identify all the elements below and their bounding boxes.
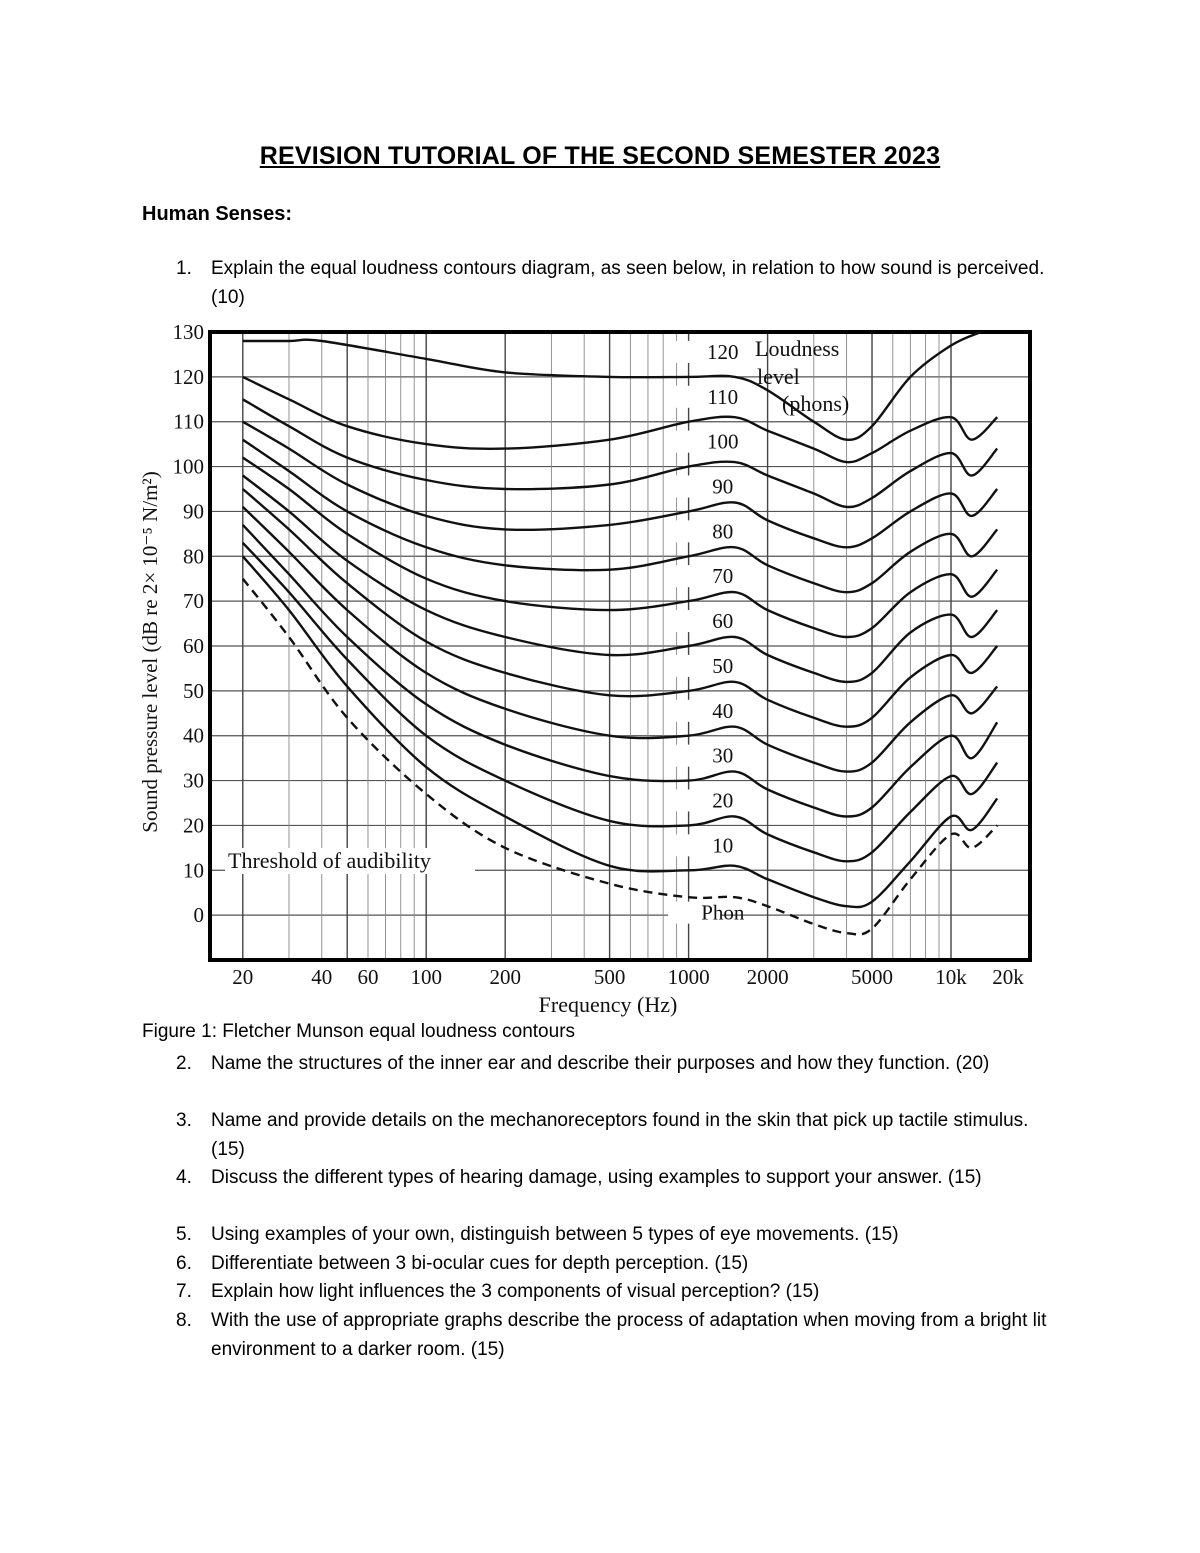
loudness-curve-90 [243, 422, 997, 548]
y-tick-label: 30 [183, 768, 204, 793]
curve-label-110: 110 [707, 384, 739, 409]
y-tick-label: 0 [193, 903, 204, 928]
question-number: 6. [176, 1253, 192, 1274]
question-text: Explain the equal loudness contours diagram, as seen below, in relation to how sound is perceived. (10) [211, 258, 1045, 308]
x-tick-label: 200 [489, 965, 521, 989]
legend-title-line-1: Loudness [755, 336, 840, 361]
y-axis-ticks [173, 320, 205, 927]
curve-label-70: 70 [712, 564, 734, 589]
curve-label-90: 90 [712, 474, 734, 499]
question-text: Differentiate between 3 bi-ocular cues for depth perception. (15) [211, 1253, 749, 1274]
y-tick-label: 120 [172, 364, 204, 389]
x-tick-label: 40 [311, 965, 333, 989]
curve-labels [668, 340, 745, 925]
y-tick-label: 20 [183, 813, 204, 838]
loudness-curve-120 [243, 332, 981, 440]
section-heading: Human Senses: [142, 203, 293, 225]
curve-label-80: 80 [712, 519, 734, 544]
curve-label-30: 30 [712, 743, 734, 768]
curve-label-20: 20 [712, 788, 734, 813]
y-axis-label: Sound pressure level (dB re 2× 10⁻⁵ N/m²) [138, 471, 162, 833]
loudness-curve-40 [243, 507, 997, 772]
x-axis-ticks [232, 965, 1024, 989]
figure-caption: Figure 1: Fletcher Munson equal loudness contours [142, 1021, 576, 1042]
chart-series [243, 332, 997, 934]
y-tick-label: 90 [183, 499, 204, 524]
y-tick-label: 110 [173, 409, 204, 434]
question-text: Explain how light influences the 3 components of visual perception? (15) [211, 1281, 820, 1302]
threshold-curve [243, 579, 997, 935]
question-text: Name and provide details on the mechanoreceptors found in the skin that pick up tactile stimulus. (15) [211, 1110, 1029, 1160]
curve-label-100: 100 [707, 429, 739, 454]
loudness-curve-110 [243, 377, 997, 462]
x-tick-label: 10k [935, 965, 967, 989]
loudness-curve-70 [243, 458, 997, 637]
question-number: 2. [176, 1053, 192, 1074]
curve-label-Phon: Phon [701, 900, 745, 925]
x-tick-label: 20 [232, 965, 254, 989]
loudness-curve-100 [243, 399, 997, 507]
question-number: 4. [176, 1167, 192, 1188]
loudness-curve-80 [243, 440, 997, 593]
x-tick-label: 5000 [851, 965, 894, 989]
question-text: Using examples of your own, distinguish between 5 types of eye movements. (15) [211, 1224, 899, 1245]
loudness-curve-60 [243, 476, 997, 682]
question-text: Discuss the different types of hearing damage, using examples to support your answer. (15) [211, 1167, 982, 1188]
x-tick-label: 60 [357, 965, 379, 989]
curve-label-10: 10 [712, 833, 734, 858]
y-tick-label: 50 [183, 678, 204, 703]
y-tick-label: 40 [183, 723, 204, 748]
document-title: REVISION TUTORIAL OF THE SECOND SEMESTER 2023 [259, 142, 941, 170]
y-tick-label: 100 [172, 454, 204, 479]
x-tick-label: 1000 [667, 965, 710, 989]
y-tick-label: 70 [183, 589, 204, 614]
y-tick-label: 80 [183, 544, 204, 569]
question-text: With the use of appropriate graphs describe the process of adaptation when moving from a bright lit environment to a darker room. (15) [211, 1310, 1047, 1360]
y-tick-label: 130 [172, 320, 204, 344]
question-number: 1. [176, 258, 192, 279]
question-number: 3. [176, 1110, 192, 1131]
x-tick-label: 20k [992, 965, 1024, 989]
y-tick-label: 60 [183, 634, 204, 658]
x-axis-label: Frequency (Hz) [538, 992, 678, 1017]
x-tick-label: 100 [410, 965, 442, 989]
x-tick-label: 2000 [746, 965, 789, 989]
question-text: Name the structures of the inner ear and describe their purposes and how they function. (20) [211, 1053, 990, 1074]
question-number: 7. [176, 1281, 192, 1302]
question-number: 8. [176, 1310, 192, 1331]
legend-title-line-3: (phons) [782, 391, 850, 416]
curve-label-120: 120 [707, 339, 739, 364]
curve-label-60: 60 [712, 609, 734, 634]
question-number: 5. [176, 1224, 192, 1245]
legend-title-line-2: level [757, 364, 800, 389]
curve-label-50: 50 [712, 653, 734, 678]
x-tick-label: 500 [593, 965, 626, 989]
equal-loudness-chart [130, 312, 1060, 1020]
y-tick-label: 10 [183, 858, 204, 883]
curve-label-40: 40 [712, 698, 734, 723]
threshold-label: Threshold of audibility [228, 848, 431, 873]
